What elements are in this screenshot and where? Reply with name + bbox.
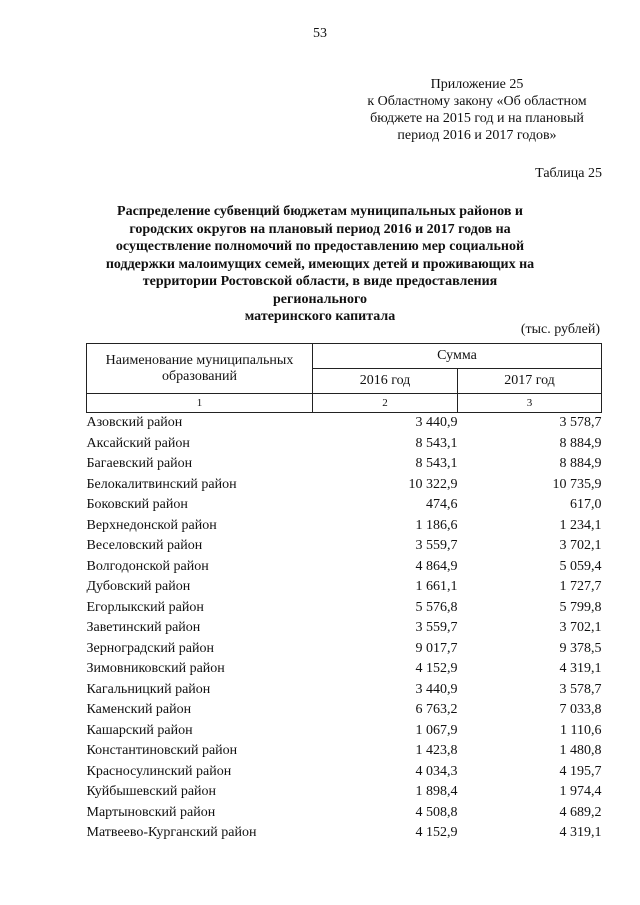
amount-2016: 3 559,7 xyxy=(415,620,458,636)
municipality-name: Белокалитвинский район xyxy=(86,476,237,492)
subvention-table xyxy=(86,343,602,844)
header-municipality xyxy=(87,344,313,394)
appendix-line: период 2016 и 2017 годов» xyxy=(397,128,557,143)
municipality-name: Куйбышевский район xyxy=(86,784,217,800)
amount-2016: 3 440,9 xyxy=(415,415,458,431)
title-line: осуществление полномочий по предоставлению мер социальной xyxy=(115,239,525,254)
amount-2017: 1 727,7 xyxy=(559,579,602,595)
amount-2017: 3 702,1 xyxy=(559,538,602,554)
municipality-name: Азовский район xyxy=(86,415,183,431)
amount-2016: 9 017,7 xyxy=(415,640,458,656)
amount-2017: 1 110,6 xyxy=(560,722,602,738)
table-label: Таблица 25 xyxy=(535,166,602,181)
amount-2016: 4 864,9 xyxy=(415,558,458,574)
table-row xyxy=(87,475,602,496)
amount-2017: 3 578,7 xyxy=(559,415,602,431)
amount-2016: 1 661,1 xyxy=(415,579,458,595)
table-row xyxy=(87,659,602,680)
table-row xyxy=(87,803,602,824)
amount-2017: 4 319,1 xyxy=(559,661,602,677)
title-line: Распределение субвенций бюджетам муниципальных районов и xyxy=(117,204,523,219)
municipality-name: Константиновский район xyxy=(86,743,238,759)
table-row xyxy=(87,516,602,537)
amount-2016: 4 152,9 xyxy=(415,825,458,841)
amount-2017: 7 033,8 xyxy=(559,702,602,718)
appendix-line: к Областному закону «Об областном xyxy=(367,94,587,109)
amount-2017: 4 689,2 xyxy=(559,804,602,820)
table-row xyxy=(87,454,602,475)
amount-2017: 1 974,4 xyxy=(559,784,602,800)
amount-2017: 4 195,7 xyxy=(559,763,602,779)
amount-2017: 1 480,8 xyxy=(559,743,602,759)
amount-2017: 8 884,9 xyxy=(559,456,602,472)
amount-2016: 4 508,8 xyxy=(415,804,458,820)
amount-2016: 1 898,4 xyxy=(415,784,458,800)
table-row xyxy=(87,700,602,721)
amount-2017: 5 059,4 xyxy=(559,558,602,574)
header-sum: Сумма xyxy=(313,344,602,369)
appendix-line: Приложение 25 xyxy=(430,77,524,92)
municipality-name: Мартыновский район xyxy=(86,804,216,820)
amount-2017: 4 319,1 xyxy=(559,825,602,841)
title-line: материнского капитала xyxy=(244,309,396,324)
amount-2017: 8 884,9 xyxy=(559,435,602,451)
column-number: 2 xyxy=(313,394,458,413)
amount-2016: 3 559,7 xyxy=(415,538,458,554)
amount-2016: 8 543,1 xyxy=(415,435,458,451)
table-row xyxy=(87,721,602,742)
table-row xyxy=(87,639,602,660)
table-row xyxy=(87,823,602,844)
table-row xyxy=(87,782,602,803)
table-row xyxy=(87,413,602,434)
amount-2017: 3 702,1 xyxy=(559,620,602,636)
municipality-name: Волгодонской район xyxy=(86,558,209,574)
amount-2016: 1 186,6 xyxy=(415,517,458,533)
municipality-name: Дубовский район xyxy=(86,579,191,595)
amount-2017: 10 735,9 xyxy=(552,476,602,492)
amount-2016: 1 067,9 xyxy=(415,722,458,738)
municipality-name: Красносулинский район xyxy=(86,763,232,779)
amount-2016: 6 763,2 xyxy=(415,702,458,718)
table-row xyxy=(87,680,602,701)
document-title xyxy=(100,203,540,326)
title-line: городских округов на плановый период 2016 и 2017 годов на xyxy=(129,221,511,237)
title-line: поддержки малоимущих семей, имеющих детей и проживающих на xyxy=(105,256,535,272)
table-row xyxy=(87,434,602,455)
appendix-reference xyxy=(338,76,616,144)
title-line: территории Ростовской области, в виде предоставления регионального xyxy=(142,274,498,307)
amount-2016: 474,6 xyxy=(426,497,458,513)
table-row xyxy=(87,557,602,578)
header-year-2016: 2016 год xyxy=(313,369,458,394)
amount-2016: 8 543,1 xyxy=(415,456,458,472)
page-number: 53 xyxy=(313,26,327,41)
table-row xyxy=(87,495,602,516)
amount-2017: 1 234,1 xyxy=(559,517,602,533)
table-row xyxy=(87,741,602,762)
amount-2017: 9 378,5 xyxy=(559,640,602,656)
municipality-name: Каменский район xyxy=(86,702,192,718)
table-row xyxy=(87,536,602,557)
header-municipality-line: образований xyxy=(162,368,237,384)
appendix-line: бюджете на 2015 год и на плановый xyxy=(370,111,584,126)
header-year-2017: 2017 год xyxy=(458,369,602,394)
table-body xyxy=(87,413,602,844)
municipality-name: Боковский район xyxy=(86,497,188,513)
municipality-name: Багаевский район xyxy=(86,456,193,472)
amount-2017: 3 578,7 xyxy=(559,681,602,697)
municipality-name: Веселовский район xyxy=(86,538,203,554)
amount-2016: 1 423,8 xyxy=(415,743,458,759)
municipality-name: Аксайский район xyxy=(86,435,190,451)
amount-2016: 5 576,8 xyxy=(415,599,458,615)
units-label: (тыс. рублей) xyxy=(520,322,600,337)
column-number: 3 xyxy=(458,394,602,413)
municipality-name: Заветинский район xyxy=(86,620,201,636)
amount-2016: 10 322,9 xyxy=(408,476,458,492)
municipality-name: Верхнедонской район xyxy=(86,517,217,533)
column-number: 1 xyxy=(87,394,313,413)
municipality-name: Егорлыкский район xyxy=(86,599,204,615)
table-row xyxy=(87,618,602,639)
municipality-name: Зерноградский район xyxy=(86,640,214,656)
table-row xyxy=(87,577,602,598)
table-row xyxy=(87,598,602,619)
municipality-name: Кагальницкий район xyxy=(86,681,211,697)
municipality-name: Кашарский район xyxy=(86,722,193,738)
amount-2017: 617,0 xyxy=(570,497,602,513)
amount-2017: 5 799,8 xyxy=(559,599,602,615)
amount-2016: 4 152,9 xyxy=(415,661,458,677)
amount-2016: 3 440,9 xyxy=(415,681,458,697)
municipality-name: Матвеево-Курганский район xyxy=(86,825,257,841)
amount-2016: 4 034,3 xyxy=(415,763,458,779)
municipality-name: Зимовниковский район xyxy=(86,661,225,677)
table-row xyxy=(87,762,602,783)
header-municipality-line: Наименование муниципальных xyxy=(105,352,294,368)
